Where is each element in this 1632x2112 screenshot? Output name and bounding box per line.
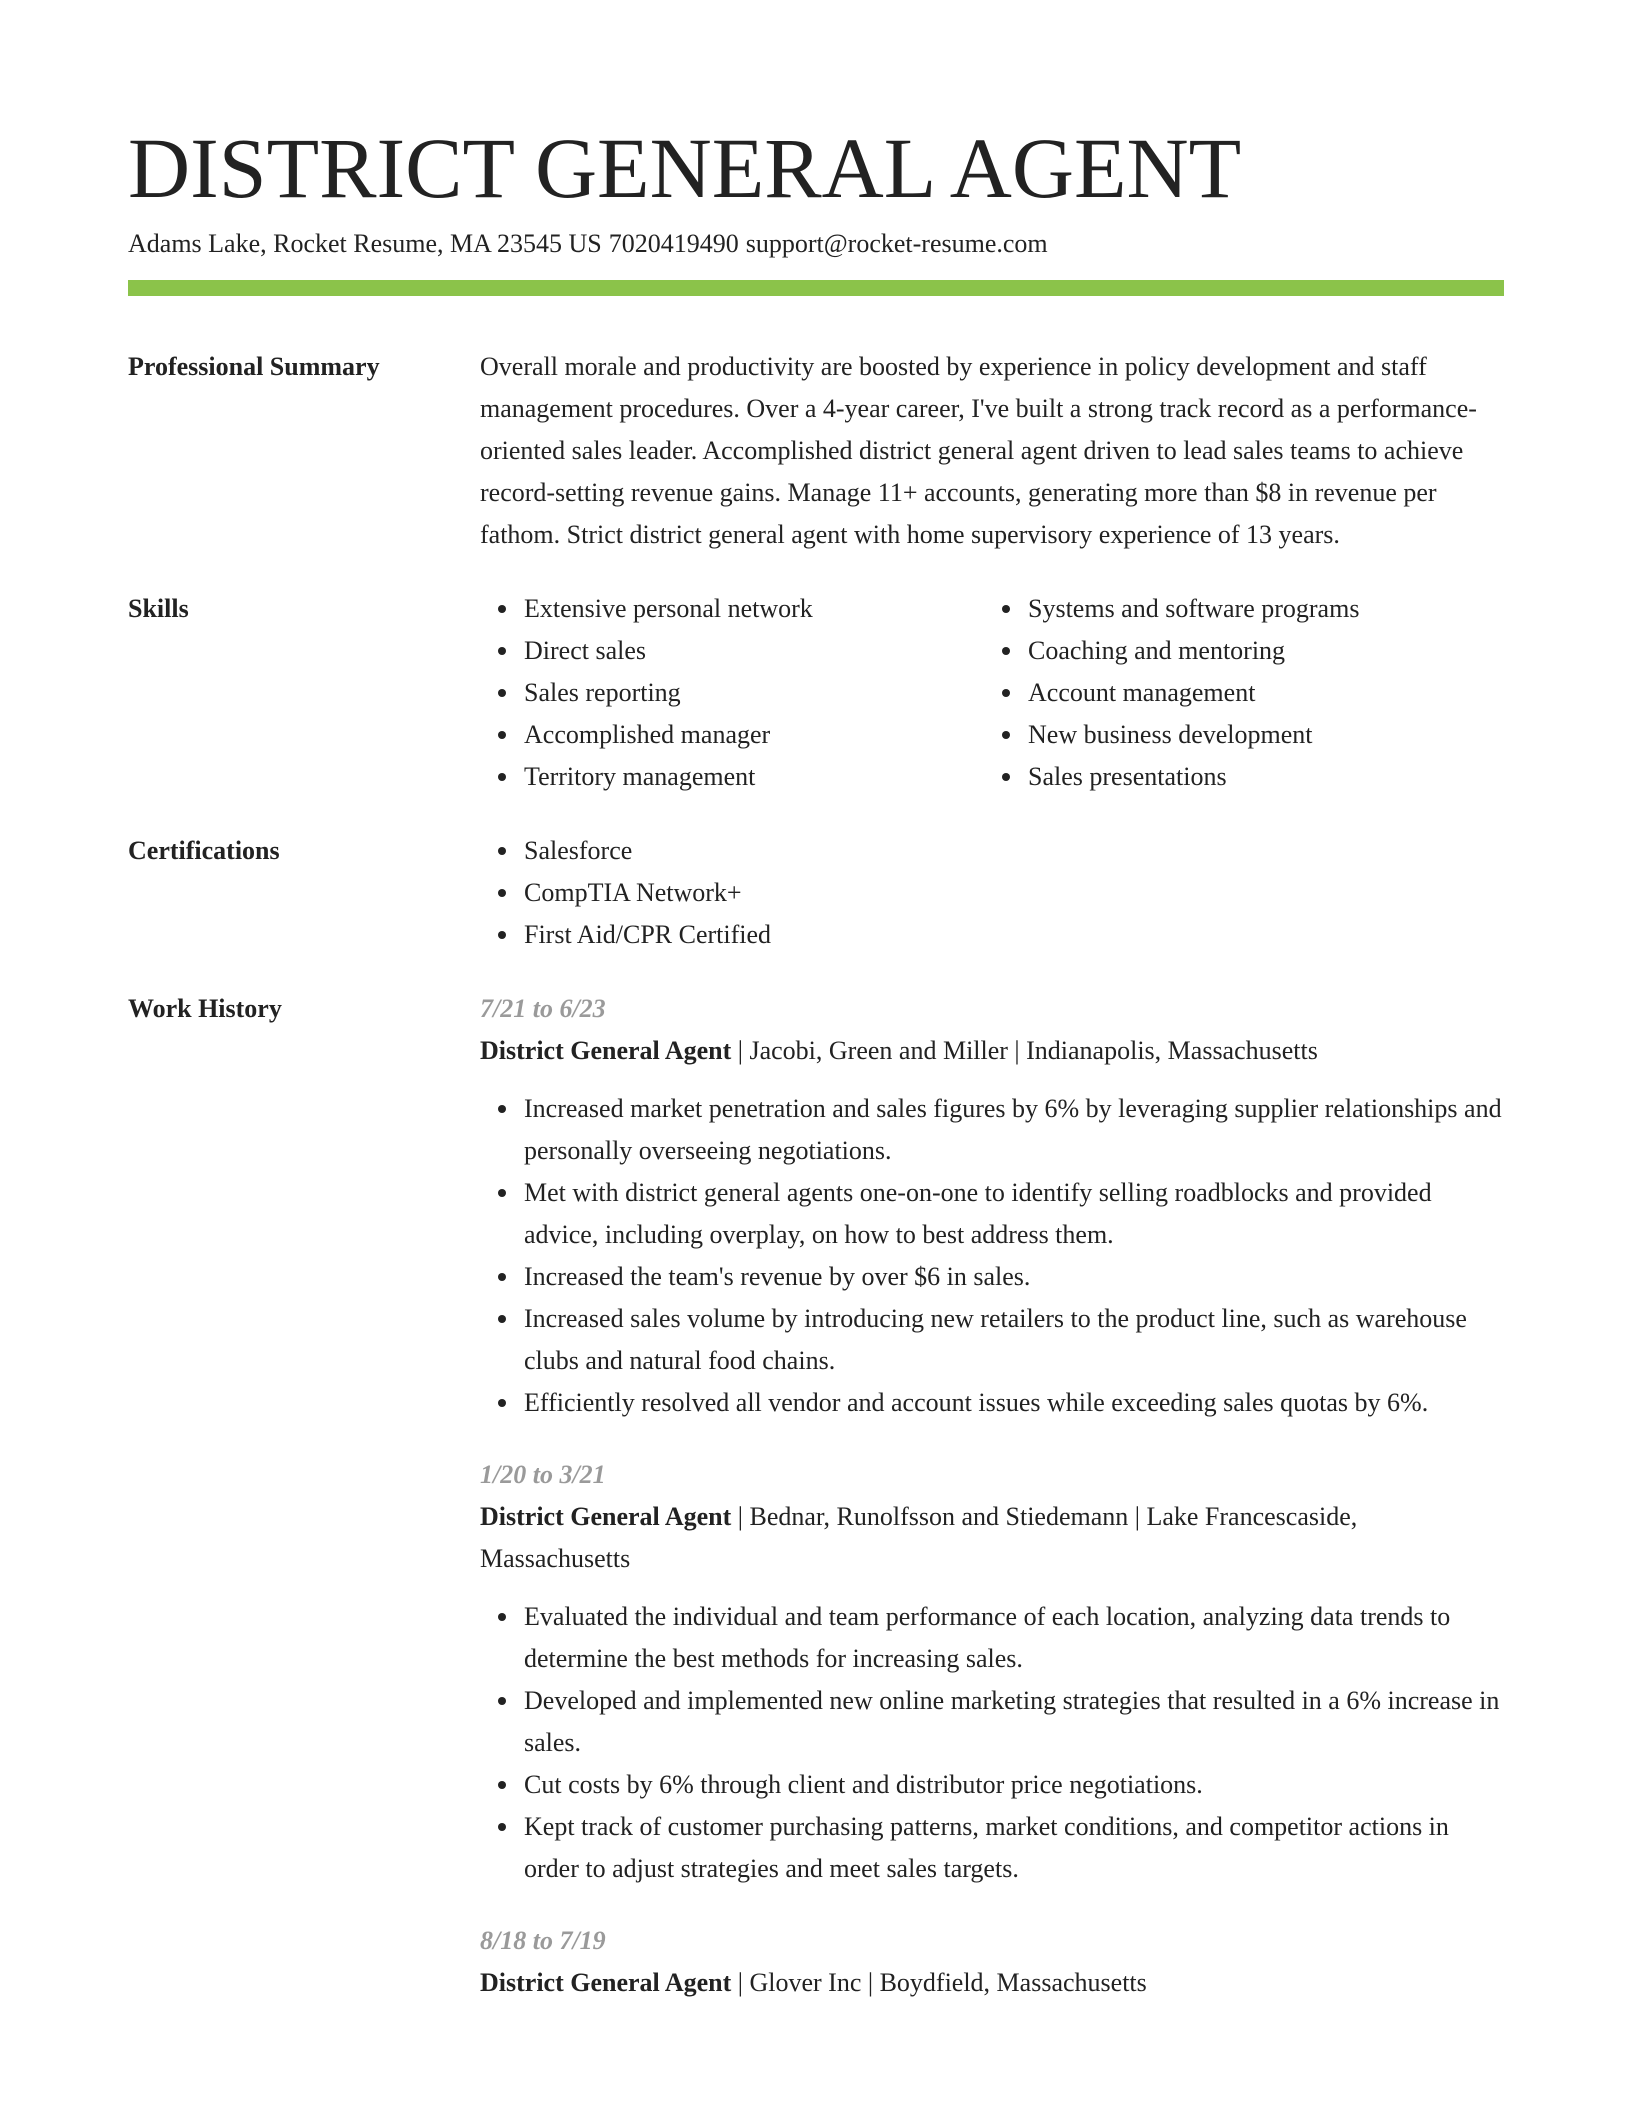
job-details: | Bednar, Runolfsson and Stiedemann | Lake Francescaside, Massachusetts: [480, 1502, 1358, 1573]
work-history-heading: Work History: [128, 994, 282, 1023]
job-entry: [480, 988, 1504, 1424]
job-entry: [480, 1454, 1504, 1890]
job-bullet: Increased the team's revenue by over $6 in sales.: [524, 1256, 1504, 1298]
job-details: | Jacobi, Green and Miller | Indianapolis, Massachusetts: [731, 1036, 1318, 1065]
job-header: [480, 1496, 1504, 1580]
job-date: 7/21 to 6/23: [480, 994, 606, 1023]
skills-heading: Skills: [128, 594, 189, 623]
contact-line: [128, 226, 1504, 262]
job-bullet: Cut costs by 6% through client and distributor price negotiations.: [524, 1764, 1504, 1806]
contact-phone: 7020419490: [608, 229, 739, 258]
certifications-heading: Certifications: [128, 836, 280, 865]
certification-item: Salesforce: [524, 830, 1504, 872]
certifications-list: [480, 830, 1504, 956]
contact-email: support@rocket-resume.com: [745, 229, 1048, 258]
contact-address: Adams Lake, Rocket Resume, MA 23545 US: [128, 229, 602, 258]
skill-item: Extensive personal network: [524, 588, 984, 630]
summary-text: Overall morale and productivity are boosted by experience in policy development and staff management procedures. Over a 4-year career, I've built a strong track record as a performance-oriented sales leader. Accomplished district general agent driven to lead sales teams to achieve record-setting revenue gains. Manage 11+ accounts, generating more than $8 in revenue per fathom. Strict district general agent with home supervisory experience of 13 years.: [480, 352, 1477, 549]
job-title: District General Agent: [480, 1502, 732, 1531]
certification-item: First Aid/CPR Certified: [524, 914, 1504, 956]
job-bullet: Evaluated the individual and team performance of each location, analyzing data trends to determine the best methods for increasing sales.: [524, 1596, 1504, 1680]
skill-item: New business development: [1028, 714, 1488, 756]
header-divider: [128, 280, 1504, 296]
skill-item: Sales reporting: [524, 672, 984, 714]
job-title: District General Agent: [480, 1036, 732, 1065]
job-entry: [480, 1920, 1504, 2004]
skill-item: Sales presentations: [1028, 756, 1488, 798]
skill-item: Coaching and mentoring: [1028, 630, 1488, 672]
job-details: | Glover Inc | Boydfield, Massachusetts: [731, 1968, 1147, 1997]
skill-item: Direct sales: [524, 630, 984, 672]
skills-section: [128, 588, 1504, 798]
job-bullet: Developed and implemented new online marketing strategies that resulted in a 6% increase in sales.: [524, 1680, 1504, 1764]
job-bullet: Efficiently resolved all vendor and account issues while exceeding sales quotas by 6%.: [524, 1382, 1504, 1424]
job-date: 1/20 to 3/21: [480, 1460, 606, 1489]
job-bullet-list: [480, 1596, 1504, 1890]
job-bullet: Met with district general agents one-on-one to identify selling roadblocks and provided advice, including overplay, on how to best address them.: [524, 1172, 1504, 1256]
skill-item: Account management: [1028, 672, 1488, 714]
certification-item: CompTIA Network+: [524, 872, 1504, 914]
job-header: [480, 1962, 1504, 2004]
job-bullet: Kept track of customer purchasing patterns, market conditions, and competitor actions in order to adjust strategies and meet sales targets.: [524, 1806, 1504, 1890]
job-title: District General Agent: [480, 1968, 732, 1997]
skill-item: Territory management: [524, 756, 984, 798]
job-bullet-list: [480, 1088, 1504, 1424]
work-history-section: [128, 988, 1504, 2034]
skill-item: Accomplished manager: [524, 714, 984, 756]
certifications-section: [128, 830, 1504, 956]
summary-heading: Professional Summary: [128, 352, 380, 381]
skills-list-left: [480, 588, 984, 798]
skills-list-right: [984, 588, 1488, 798]
skill-item: Systems and software programs: [1028, 588, 1488, 630]
resume-name: DISTRICT GENERAL AGENT: [128, 120, 1242, 216]
job-header: [480, 1030, 1504, 1072]
job-bullet: Increased sales volume by introducing new retailers to the product line, such as warehouse clubs and natural food chains.: [524, 1298, 1504, 1382]
job-bullet: Increased market penetration and sales figures by 6% by leveraging supplier relationships and personally overseeing negotiations.: [524, 1088, 1504, 1172]
summary-section: [128, 346, 1504, 556]
job-date: 8/18 to 7/19: [480, 1926, 606, 1955]
